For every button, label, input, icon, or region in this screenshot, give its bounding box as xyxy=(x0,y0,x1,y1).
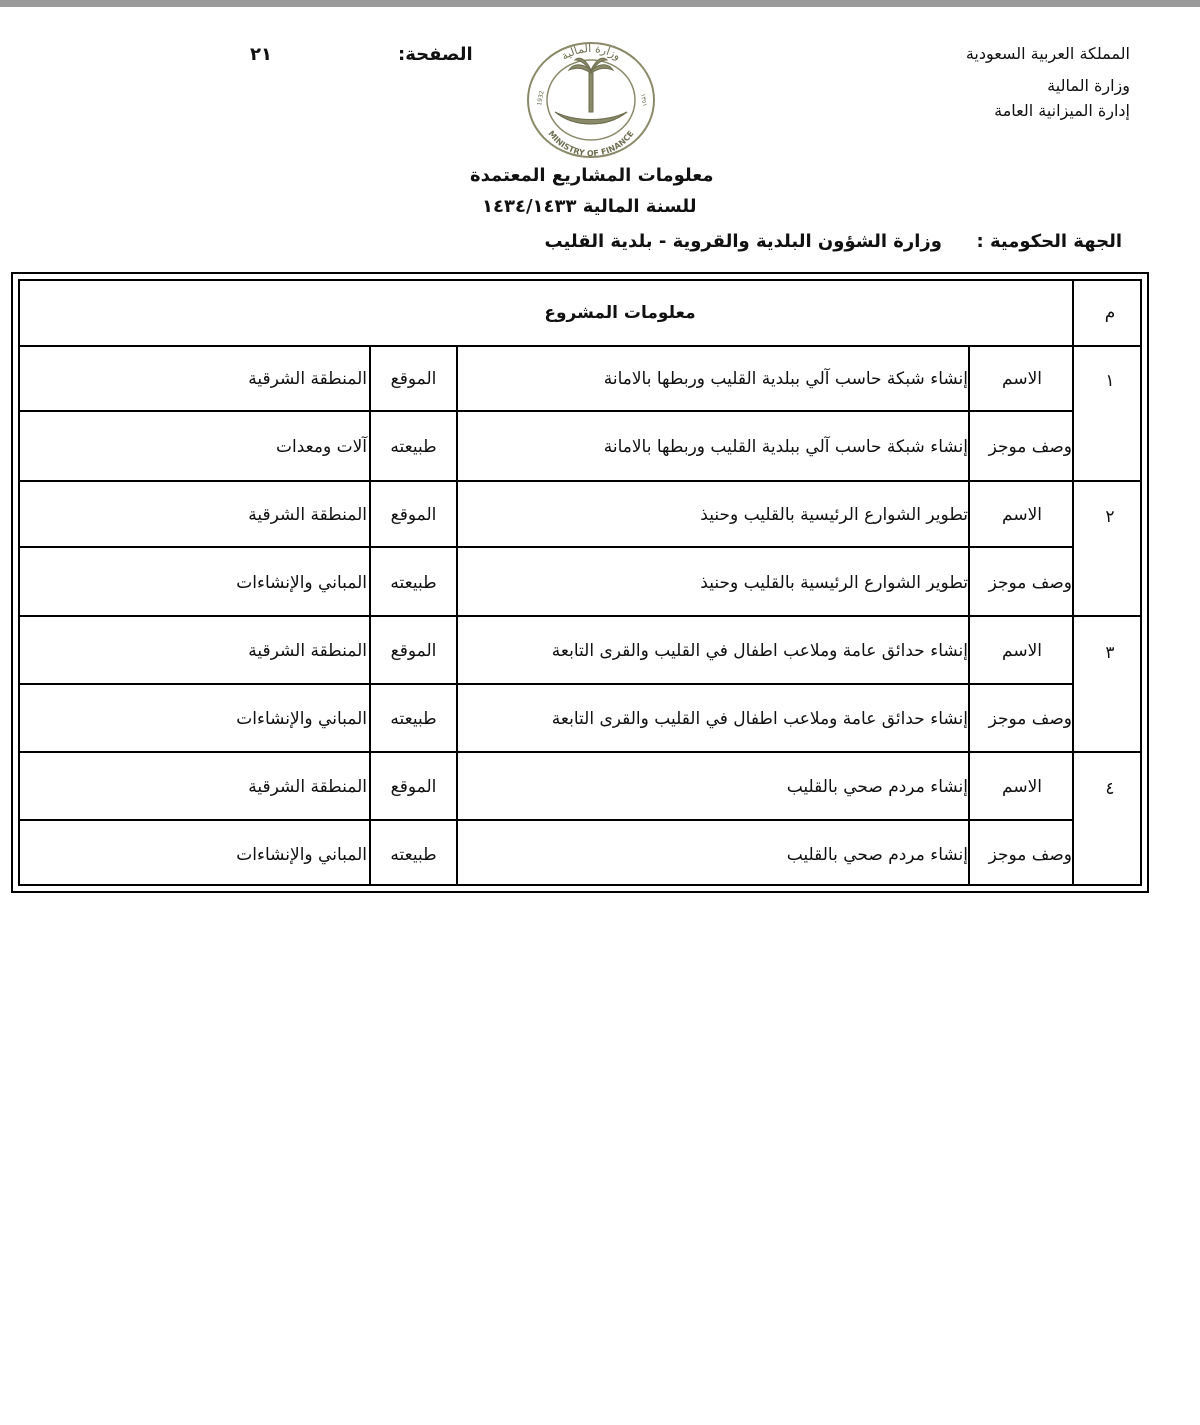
row-divider xyxy=(18,345,1142,347)
row-divider xyxy=(18,615,1142,617)
org-name-department: إدارة الميزانية العامة xyxy=(994,101,1130,120)
row-divider xyxy=(18,480,1142,482)
logo-english-text: MINISTRY OF FINANCE xyxy=(546,129,636,159)
project-description: تطوير الشوارع الرئيسية بالقليب وحنيذ xyxy=(700,573,968,593)
row-divider xyxy=(18,819,1073,821)
type-label: طبيعته xyxy=(390,437,437,457)
name-label: الاسم xyxy=(1002,777,1042,797)
project-description: إنشاء حدائق عامة وملاعب اطفال في القليب والقرى التابعة xyxy=(551,709,968,729)
logo-year-left: 1932 xyxy=(536,90,546,107)
document-title: معلومات المشاريع المعتمدة xyxy=(470,165,714,186)
project-name: تطوير الشوارع الرئيسية بالقليب وحنيذ xyxy=(700,505,968,525)
project-type: المباني والإنشاءات xyxy=(236,709,367,729)
type-label: طبيعته xyxy=(390,573,437,593)
window-top-bar xyxy=(0,0,1200,7)
column-divider xyxy=(456,345,458,886)
project-location: المنطقة الشرقية xyxy=(248,777,367,797)
org-name-kingdom: المملكة العربية السعودية xyxy=(965,44,1130,63)
location-label: الموقع xyxy=(390,777,437,797)
name-label: الاسم xyxy=(1002,641,1042,661)
column-divider xyxy=(968,345,970,886)
project-description: إنشاء مردم صحي بالقليب xyxy=(786,845,968,865)
project-number: ٢ xyxy=(1105,507,1115,527)
row-divider xyxy=(18,683,1073,685)
row-divider xyxy=(18,546,1073,548)
project-name: إنشاء حدائق عامة وملاعب اطفال في القليب والقرى التابعة xyxy=(551,641,968,661)
project-type: المباني والإنشاءات xyxy=(236,845,367,865)
page-number: ٢١ xyxy=(250,44,272,65)
type-label: طبيعته xyxy=(390,709,437,729)
description-label: وصف موجز xyxy=(988,709,1072,729)
name-label: الاسم xyxy=(1002,505,1042,525)
row-divider xyxy=(18,751,1142,753)
description-label: وصف موجز xyxy=(988,573,1072,593)
location-label: الموقع xyxy=(390,369,437,389)
project-name: إنشاء مردم صحي بالقليب xyxy=(786,777,968,797)
entity-value: وزارة الشؤون البلدية والقروية - بلدية القليب xyxy=(544,231,942,252)
location-label: الموقع xyxy=(390,505,437,525)
project-number: ٤ xyxy=(1105,779,1115,799)
location-label: الموقع xyxy=(390,641,437,661)
project-type: آلات ومعدات xyxy=(276,437,367,457)
page-label: الصفحة: xyxy=(398,44,473,65)
name-label: الاسم xyxy=(1002,369,1042,389)
col-header-number: م xyxy=(1104,303,1116,323)
project-location: المنطقة الشرقية xyxy=(248,369,367,389)
logo-arabic-text: وزارة المالية xyxy=(559,41,624,63)
fiscal-year-subtitle: للسنة المالية ١٤٣٤/١٤٣٣ xyxy=(482,196,697,217)
svg-text:MINISTRY OF FINANCE xyxy=(546,129,635,158)
project-name: إنشاء شبكة حاسب آلي ببلدية القليب وربطها بالامانة xyxy=(603,369,968,389)
project-location: المنطقة الشرقية xyxy=(248,505,367,525)
project-type: المباني والإنشاءات xyxy=(236,573,367,593)
project-location: المنطقة الشرقية xyxy=(248,641,367,661)
org-name-ministry: وزارة المالية xyxy=(1047,76,1130,95)
description-label: وصف موجز xyxy=(988,845,1072,865)
row-divider xyxy=(18,410,1073,412)
table-inner-border xyxy=(18,279,1142,886)
description-label: وصف موجز xyxy=(988,437,1072,457)
col-header-project-info: معلومات المشروع xyxy=(544,303,696,323)
entity-label: الجهة الحكومية : xyxy=(976,231,1122,252)
ministry-logo xyxy=(525,40,657,160)
logo-year-right: ١٣٥١ xyxy=(639,93,649,108)
project-number: ١ xyxy=(1105,371,1115,391)
project-description: إنشاء شبكة حاسب آلي ببلدية القليب وربطها بالامانة xyxy=(603,437,968,457)
project-number: ٣ xyxy=(1105,643,1115,663)
column-divider xyxy=(369,345,371,886)
type-label: طبيعته xyxy=(390,845,437,865)
